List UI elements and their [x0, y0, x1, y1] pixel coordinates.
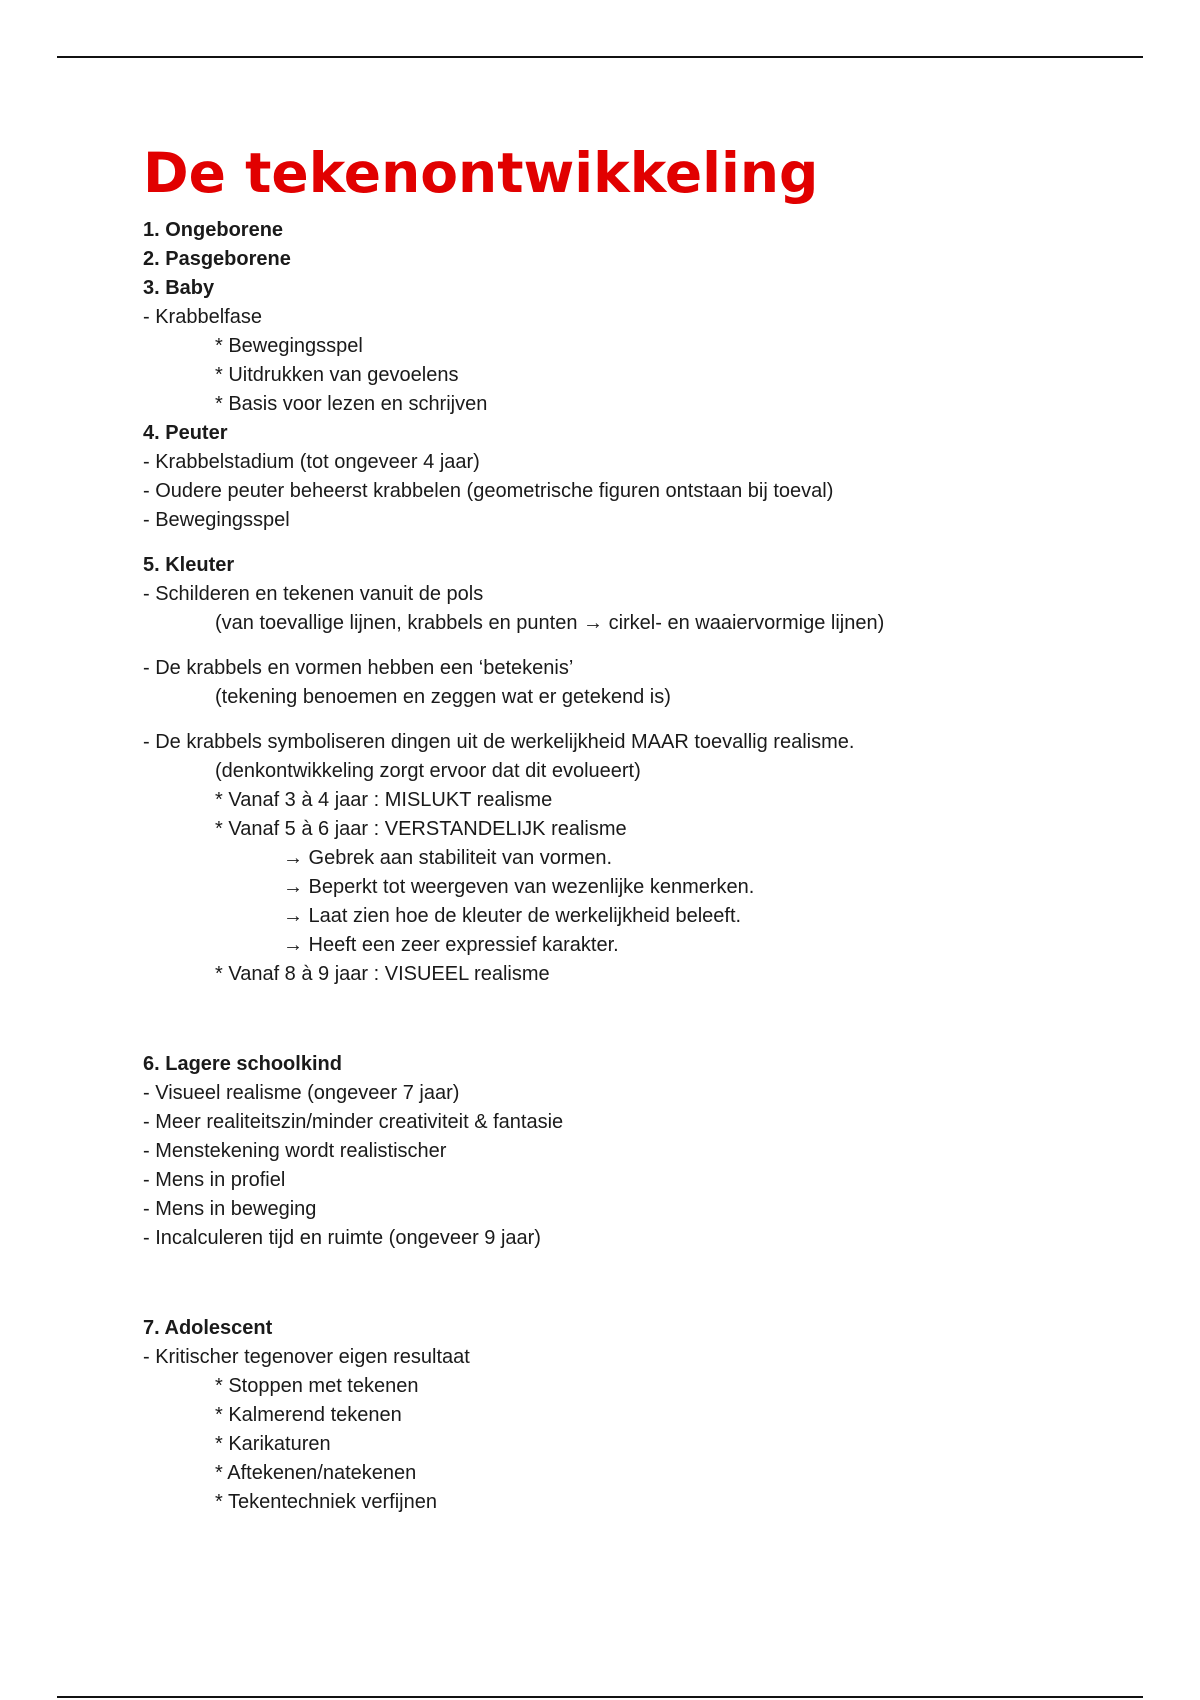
- list-item: → Beperkt tot weergeven van wezenlijke kenmerken.: [283, 876, 755, 898]
- list-item: - Mens in beweging: [143, 1198, 317, 1220]
- section-heading-peuter: 4. Peuter: [143, 422, 228, 444]
- list-item: (denkontwikkeling zorgt ervoor dat dit evolueert): [215, 760, 641, 782]
- list-item: - Bewegingsspel: [143, 509, 290, 531]
- section-heading-ongeborene: 1. Ongeborene: [143, 219, 284, 241]
- list-item: * Vanaf 3 à 4 jaar : MISLUKT realisme: [215, 789, 553, 811]
- list-item: → Gebrek aan stabiliteit van vormen.: [283, 847, 613, 869]
- list-item: → Laat zien hoe de kleuter de werkelijkheid beleeft.: [283, 905, 742, 927]
- list-item: * Stoppen met tekenen: [215, 1375, 419, 1397]
- list-item: - Menstekening wordt realistischer: [143, 1140, 447, 1162]
- list-item: * Aftekenen/natekenen: [215, 1462, 417, 1484]
- list-item: - Krabbelstadium (tot ongeveer 4 jaar): [143, 451, 480, 473]
- list-item: - De krabbels en vormen hebben een ‘betekenis’: [143, 657, 574, 679]
- list-item: - Mens in profiel: [143, 1169, 286, 1191]
- list-item: (tekening benoemen en zeggen wat er getekend is): [215, 686, 671, 708]
- page-title: De tekenontwikkeling: [143, 141, 819, 205]
- section-heading-lagere-schoolkind: 6. Lagere schoolkind: [143, 1053, 342, 1075]
- list-item: - Kritischer tegenover eigen resultaat: [143, 1346, 470, 1368]
- list-item: * Bewegingsspel: [215, 335, 363, 357]
- list-item: - Oudere peuter beheerst krabbelen (geometrische figuren ontstaan bij toeval): [143, 480, 834, 502]
- list-item: - Incalculeren tijd en ruimte (ongeveer 9 jaar): [143, 1227, 541, 1249]
- list-item: - De krabbels symboliseren dingen uit de werkelijkheid MAAR toevallig realisme.: [143, 731, 855, 753]
- list-item: - Meer realiteitszin/minder creativiteit & fantasie: [143, 1111, 564, 1133]
- list-item: → Heeft een zeer expressief karakter.: [283, 934, 619, 956]
- list-item: * Karikaturen: [215, 1433, 331, 1455]
- bottom-rule: [57, 1696, 1143, 1698]
- list-item: * Basis voor lezen en schrijven: [215, 393, 488, 415]
- section-heading-kleuter: 5. Kleuter: [143, 554, 235, 576]
- list-item: * Vanaf 5 à 6 jaar : VERSTANDELIJK realisme: [215, 818, 627, 840]
- list-item: * Vanaf 8 à 9 jaar : VISUEEL realisme: [215, 963, 550, 985]
- section-heading-baby: 3. Baby: [143, 277, 215, 299]
- list-item: (van toevallige lijnen, krabbels en punten → cirkel- en waaiervormige lijnen): [215, 612, 885, 634]
- section-heading-pasgeborene: 2. Pasgeborene: [143, 248, 291, 270]
- list-item: * Tekentechniek verfijnen: [215, 1491, 437, 1513]
- list-item: - Schilderen en tekenen vanuit de pols: [143, 583, 484, 605]
- list-item: * Kalmerend tekenen: [215, 1404, 402, 1426]
- list-item: * Uitdrukken van gevoelens: [215, 364, 459, 386]
- document-body: [143, 138, 1143, 1517]
- list-item: - Krabbelfase: [143, 306, 262, 328]
- top-rule: [57, 56, 1143, 58]
- section-heading-adolescent: 7. Adolescent: [143, 1317, 273, 1339]
- list-item: - Visueel realisme (ongeveer 7 jaar): [143, 1082, 460, 1104]
